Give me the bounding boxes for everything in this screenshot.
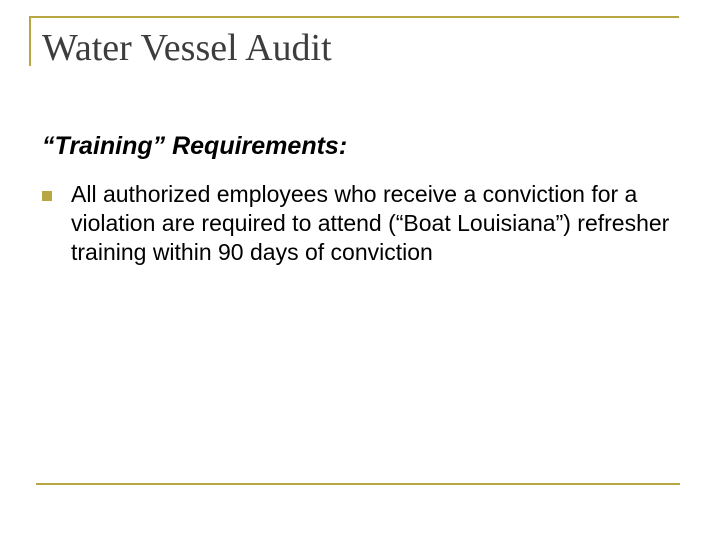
bullet-text: All authorized employees who receive a conviction for a violation are required to attend (“Boat Louisiana”) refresher training within 90 days of conviction: [71, 181, 670, 265]
slide-title: Water Vessel Audit: [42, 27, 332, 69]
title-accent-horizontal-line: [29, 16, 679, 18]
square-bullet-icon: [42, 191, 52, 201]
title-accent-vertical-line: [29, 16, 31, 66]
slide-subtitle: “Training” Requirements:: [42, 132, 348, 160]
footer-accent-line: [36, 483, 680, 485]
